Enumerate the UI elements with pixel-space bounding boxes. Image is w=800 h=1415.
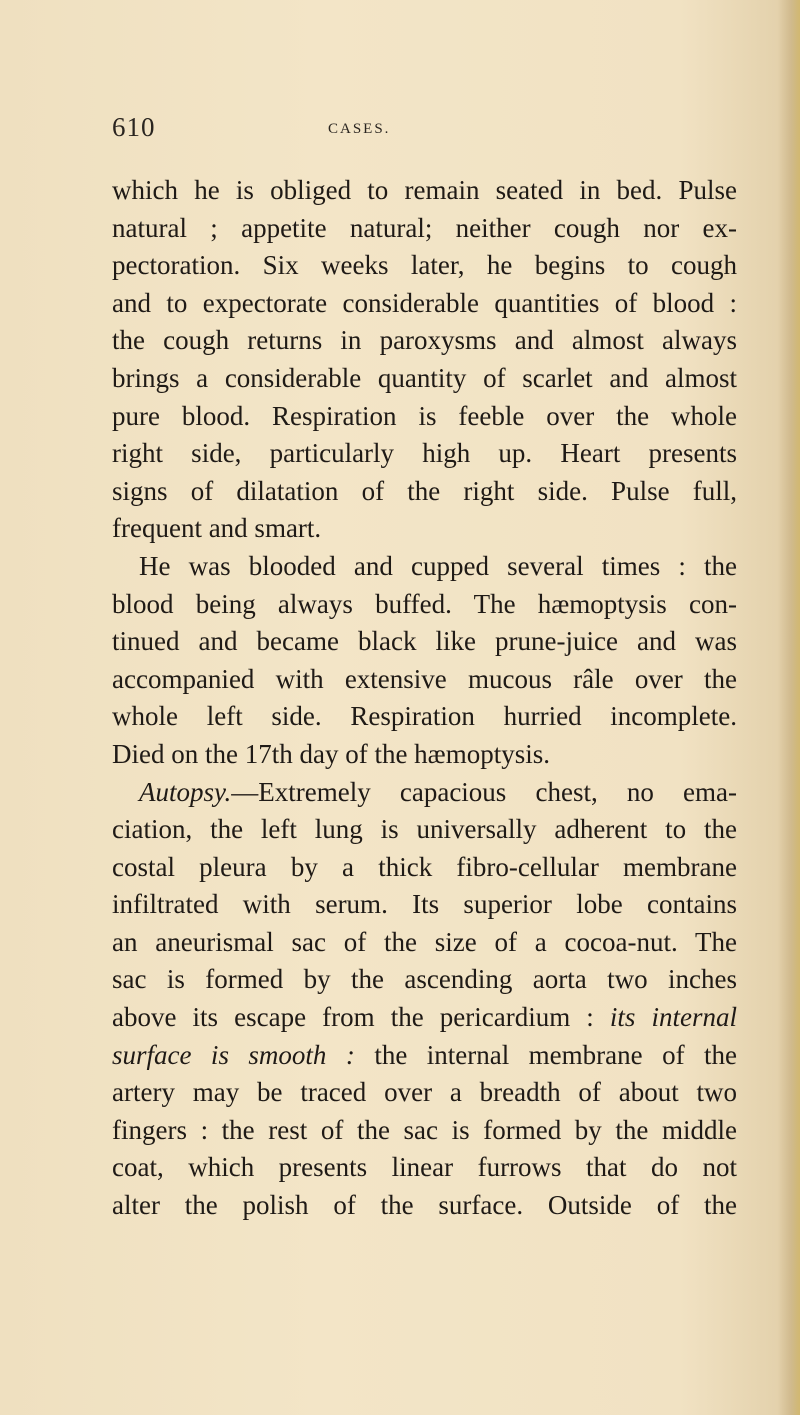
text-line: natural ; appetite natural; neither cough nor ex- xyxy=(112,212,737,243)
text-run: —Extremely capacious chest, no ema- xyxy=(231,776,737,807)
body-text xyxy=(112,172,737,1225)
text-line: infiltrated with serum. Its superior lobe contains xyxy=(112,889,737,920)
text-line: pectoration. Six weeks later, he begins to cough xyxy=(112,250,737,281)
page-header xyxy=(112,112,732,152)
text-line: accompanied with extensive mucous râle over the xyxy=(112,663,737,694)
text-run: the internal membrane of the xyxy=(354,1039,737,1070)
autopsy-heading-line xyxy=(112,774,737,812)
italic-run: its internal xyxy=(609,1002,737,1033)
text-line: and to expectorate considerable quantities of blood : xyxy=(112,287,737,318)
text-line: fingers : the rest of the sac is formed by the middle xyxy=(112,1114,737,1145)
text-line-mixed xyxy=(112,999,737,1037)
text-line: tinued and became black like prune-juice and was xyxy=(112,626,737,657)
text-line: the cough returns in paroxysms and almost always xyxy=(112,325,737,356)
text-line: right side, particularly high up. Heart presents xyxy=(112,438,737,469)
text-line: coat, which presents linear furrows that do not xyxy=(112,1152,737,1183)
text-line: an aneurismal sac of the size of a cocoa-nut. The xyxy=(112,926,737,957)
autopsy-label: Autopsy. xyxy=(139,776,232,807)
text-line: costal pleura by a thick fibro-cellular membrane xyxy=(112,851,737,882)
text-run: above its escape from the pericardium : xyxy=(112,1002,610,1033)
text-line: signs of dilatation of the right side. Pulse full, xyxy=(112,475,737,506)
page-edge-shadow xyxy=(778,0,800,1415)
text-line: pure blood. Respiration is feeble over the whole xyxy=(112,400,737,431)
running-head: CASES. xyxy=(328,121,391,137)
text-line: Died on the 17th day of the hæmoptysis. xyxy=(112,738,550,769)
text-line: sac is formed by the ascending aorta two inches xyxy=(112,964,737,995)
italic-run: surface is smooth : xyxy=(112,1039,355,1070)
paragraph-start-line: He was blooded and cupped several times : the xyxy=(139,550,737,581)
text-line: frequent and smart. xyxy=(112,513,322,544)
text-line: blood being always buffed. The hæmoptysis con- xyxy=(112,588,737,619)
page-number: 610 xyxy=(112,112,156,142)
text-line: artery may be traced over a breadth of about two xyxy=(112,1077,737,1108)
text-line: whole left side. Respiration hurried incomplete. xyxy=(112,701,737,732)
text-line: ciation, the left lung is universally adherent to the xyxy=(112,814,737,845)
text-line: alter the polish of the surface. Outside of the xyxy=(112,1190,737,1221)
text-line-mixed xyxy=(112,1037,737,1075)
text-line: brings a considerable quantity of scarlet and almost xyxy=(112,362,737,393)
text-line: which he is obliged to remain seated in bed. Pulse xyxy=(112,175,737,205)
